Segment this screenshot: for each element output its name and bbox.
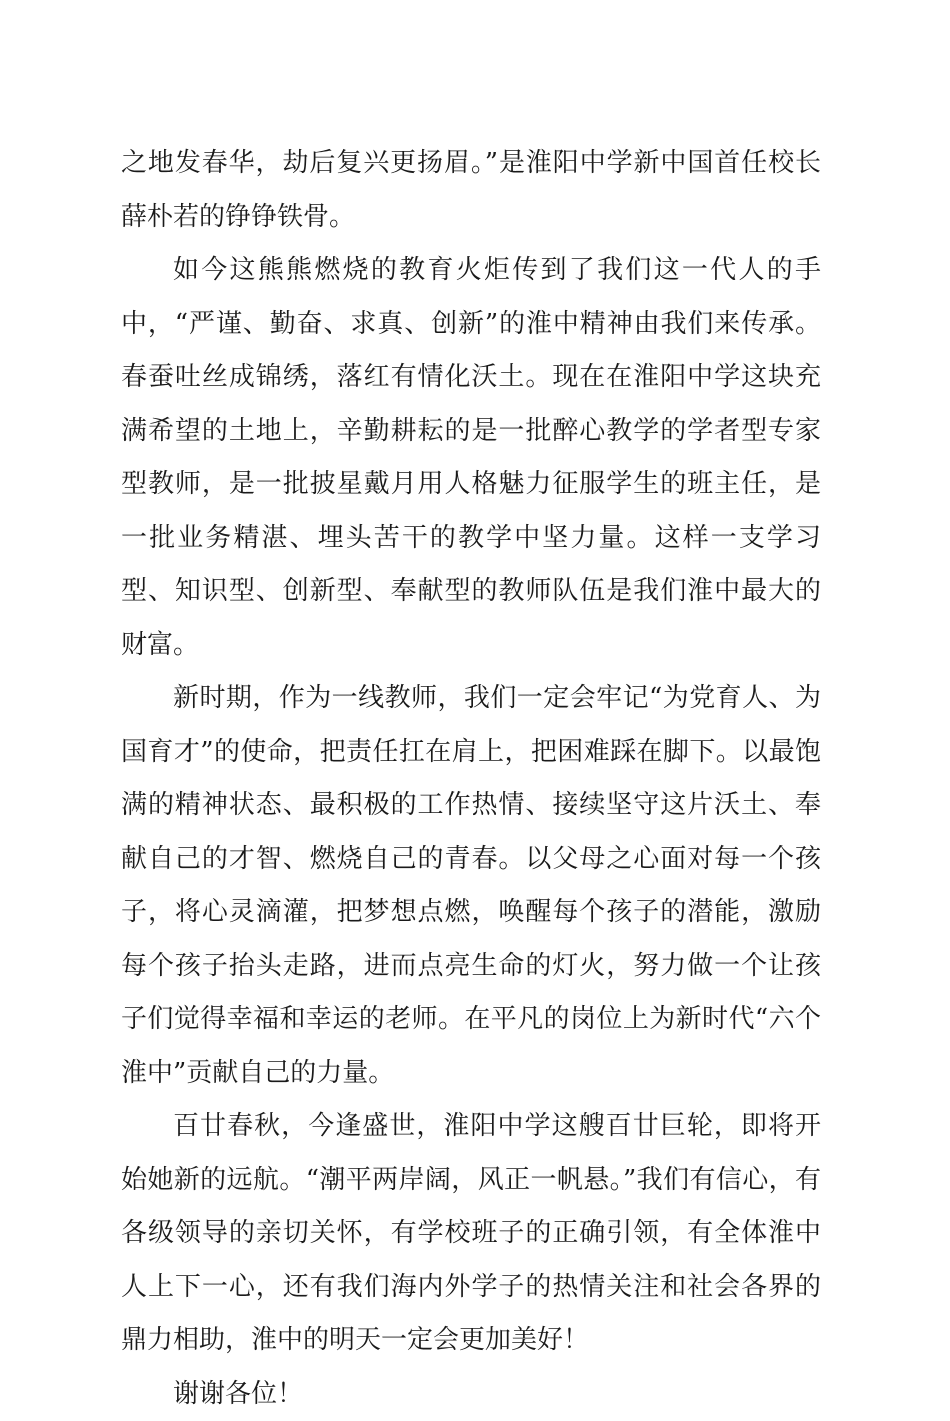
paragraph-continued: 之地发春华，劫后复兴更扬眉。”是淮阳中学新中国首任校长薛朴若的铮铮铁骨。 xyxy=(121,137,821,244)
paragraph-new-era-teachers: 新时期，作为一线教师，我们一定会牢记“为党育人、为国育才”的使命，把责任扛在肩上，把困难踩在脚下。以最饱满的精神状态、最积极的工作热情、接续坚守这片沃土、奉献自己的才智、燃烧自己的青春。以父母之心面对每一个孩子，将心灵滴灌，把梦想点燃，唤醒每个孩子的潜能，激励每个孩子抬头走路，进而点亮生命的灯火，努力做一个让孩子们觉得幸福和幸运的老师。在平凡的岗位上为新时代“六个淮中”贡献自己的力量。 xyxy=(121,672,821,1100)
paragraph-thanks: 谢谢各位！ xyxy=(121,1368,821,1421)
paragraph-teaching-torch: 如今这熊熊燃烧的教育火炬传到了我们这一代人的手中，“严谨、勤奋、求真、创新”的淮中精神由我们来传承。春蚕吐丝成锦绣，落红有情化沃土。现在在淮阳中学这块充满希望的土地上，辛勤耕耘的是一批醉心教学的学者型专家型教师，是一批披星戴月用人格魅力征服学生的班主任，是一批业务精湛、埋头苦干的教学中坚力量。这样一支学习型、知识型、创新型、奉献型的教师队伍是我们淮中最大的财富。 xyxy=(121,244,821,672)
document-body xyxy=(121,137,821,1421)
paragraph-new-voyage: 百廿春秋，今逢盛世，淮阳中学这艘百廿巨轮，即将开始她新的远航。“潮平两岸阔，风正一帆悬。”我们有信心，有各级领导的亲切关怀，有学校班子的正确引领，有全体淮中人上下一心，还有我们海内外学子的热情关注和社会各界的鼎力相助，淮中的明天一定会更加美好！ xyxy=(121,1100,821,1368)
